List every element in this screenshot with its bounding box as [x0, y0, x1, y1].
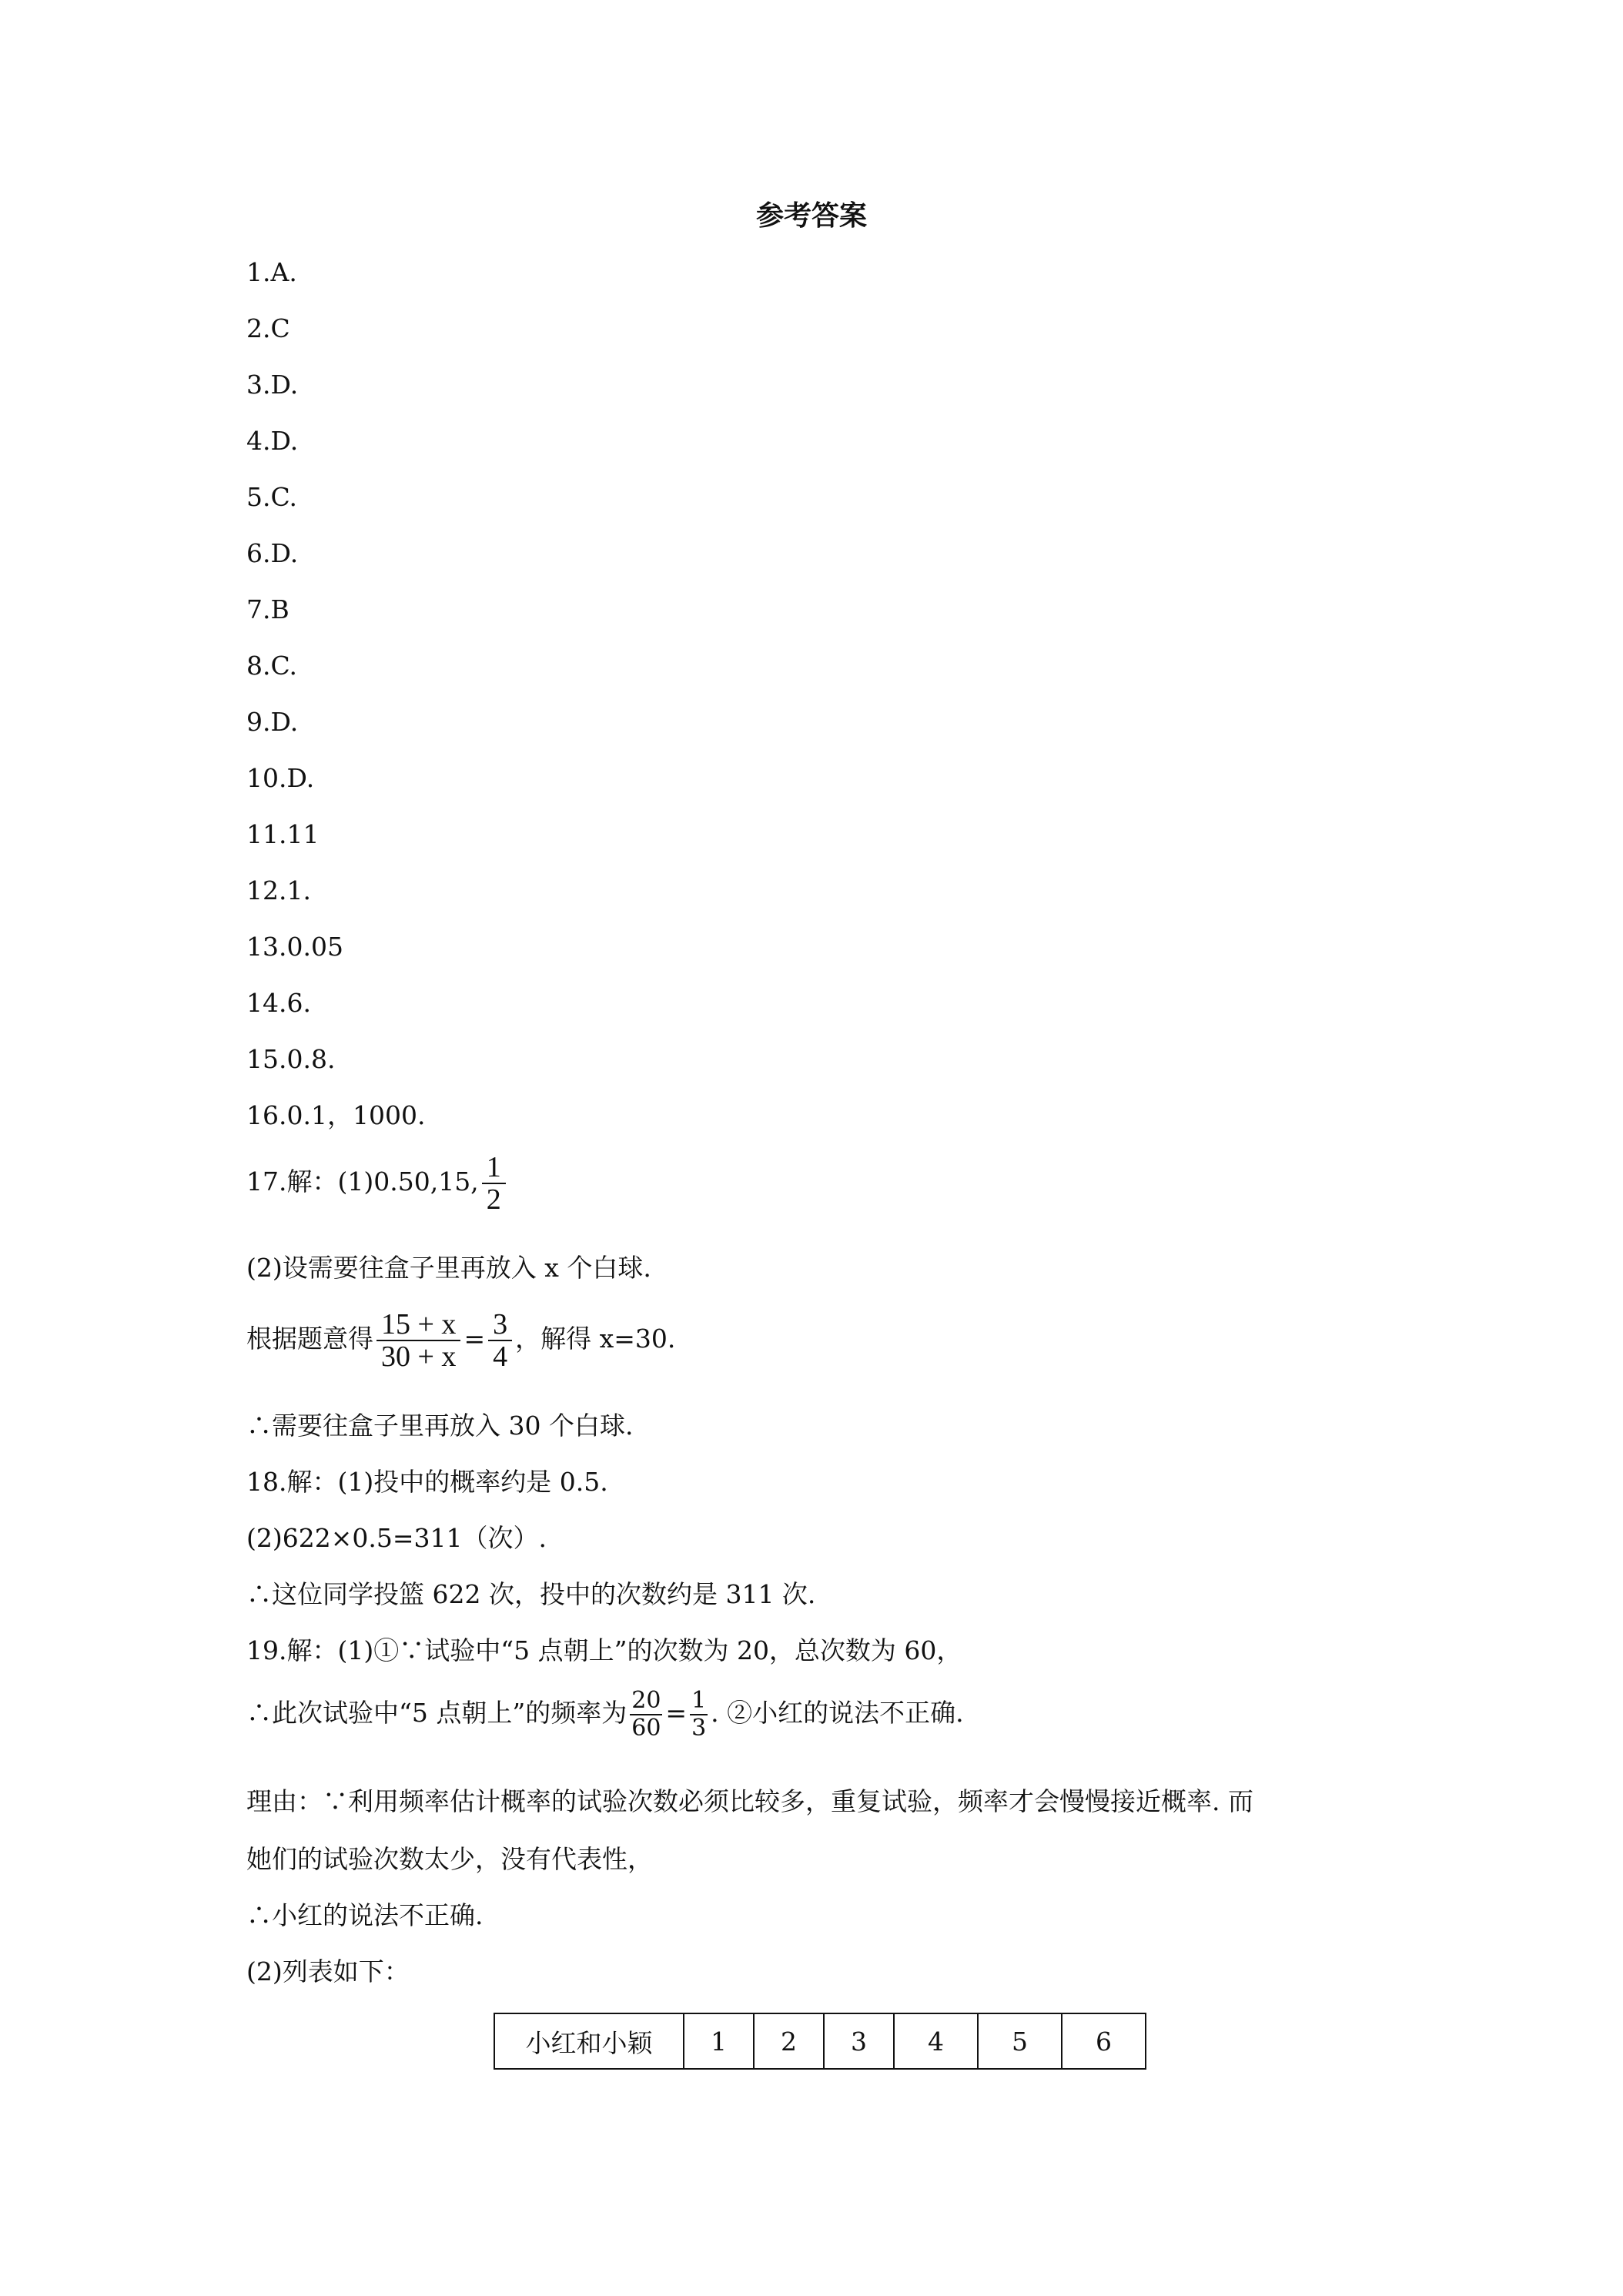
table-header-cell: 2 — [754, 2013, 824, 2069]
answer-5: 5.C. — [246, 482, 298, 512]
q17-part1-prefix: 17.解：(1)0.50,15, — [246, 1166, 479, 1197]
q19-freq-rhs-num: 1 — [691, 1687, 707, 1714]
q19-line2-prefix: ∴此次试验中“5 点朝上”的频率为 — [246, 1698, 627, 1728]
q17-part1 — [246, 1152, 509, 1215]
answer-14: 14.6. — [246, 988, 311, 1018]
answer-16: 16.0.1，1000. — [246, 1100, 426, 1130]
q19-reason-1: 理由：∵利用频率估计概率的试验次数必须比较多，重复试验，频率才会慢慢接近概率. 而 — [246, 1786, 1253, 1816]
answer-10: 10.D. — [246, 763, 315, 793]
answer-15: 15.0.8. — [246, 1044, 336, 1074]
answer-11: 11.11 — [246, 819, 320, 849]
table-header-cell: 6 — [1062, 2013, 1146, 2069]
answer-4: 4.D. — [246, 426, 299, 456]
answer-3: 3.D. — [246, 370, 299, 400]
q17-part2: (2)设需要往盒子里再放入 x 个白球. — [246, 1253, 651, 1283]
q19-freq-eq: = — [665, 1698, 688, 1728]
q17-eq-lhs-fraction — [376, 1309, 460, 1372]
q17-eq-prefix: 根据题意得 — [246, 1324, 373, 1354]
q17-fraction-den: 2 — [486, 1183, 501, 1216]
q19-part2: (2)列表如下： — [246, 1956, 410, 1986]
q17-eq-num: 15 + x — [376, 1309, 460, 1341]
q19-freq-rhs-den: 3 — [691, 1715, 707, 1742]
table-header-cell: 5 — [978, 2013, 1062, 2069]
q17-eq-rhs-num: 3 — [488, 1309, 512, 1341]
q18-part1: 18.解：(1)投中的概率约是 0.5. — [246, 1467, 608, 1497]
q17-eq-den: 30 + x — [381, 1340, 457, 1373]
table-header-cell: 3 — [824, 2013, 894, 2069]
q17-eq-rhs-den: 4 — [493, 1340, 508, 1373]
q19-reason-2: 她们的试验次数太少，没有代表性， — [246, 1844, 653, 1874]
q17-fraction — [482, 1152, 506, 1215]
q17-conclusion: ∴需要往盒子里再放入 30 个白球. — [246, 1411, 634, 1441]
answer-9: 9.D. — [246, 707, 299, 737]
q19-conclusion: ∴小红的说法不正确. — [246, 1900, 484, 1930]
answer-7: 7.B — [246, 594, 289, 624]
q19-freq-den: 60 — [631, 1715, 661, 1742]
q17-equation — [246, 1309, 675, 1372]
q19-line1: 19.解：(1)①∵试验中“5 点朝上”的次数为 20，总次数为 60， — [246, 1635, 962, 1665]
q19-freq-rhs-fraction — [690, 1688, 708, 1742]
answer-12: 12.1. — [246, 875, 311, 905]
table-header-cell: 1 — [684, 2013, 754, 2069]
q19-line2 — [246, 1688, 964, 1742]
q18-conclusion: ∴这位同学投篮 622 次，投中的次数约是 311 次. — [246, 1579, 816, 1609]
q17-eq-sign: = — [463, 1324, 486, 1354]
q17-fraction-num: 1 — [482, 1152, 506, 1184]
table-header-row — [494, 2013, 1146, 2069]
table-header-cell: 小红和小颖 — [494, 2013, 684, 2069]
answer-2: 2.C — [246, 313, 290, 343]
table-header-cell: 4 — [894, 2013, 978, 2069]
outcome-table — [494, 2013, 1146, 2070]
q17-eq-rhs-fraction — [488, 1309, 512, 1372]
q18-part2: (2)622×0.5=311（次）. — [246, 1523, 547, 1553]
q19-line2-suffix: . ②小红的说法不正确. — [711, 1698, 964, 1728]
q19-freq-fraction — [630, 1688, 662, 1742]
q17-eq-suffix: ，解得 x=30. — [515, 1324, 676, 1354]
answer-13: 13.0.05 — [246, 932, 343, 962]
q19-freq-num: 20 — [631, 1687, 661, 1714]
answer-1: 1.A. — [246, 257, 297, 287]
answer-8: 8.C. — [246, 651, 298, 681]
answer-6: 6.D. — [246, 538, 299, 568]
page-title: 参考答案 — [755, 200, 867, 232]
